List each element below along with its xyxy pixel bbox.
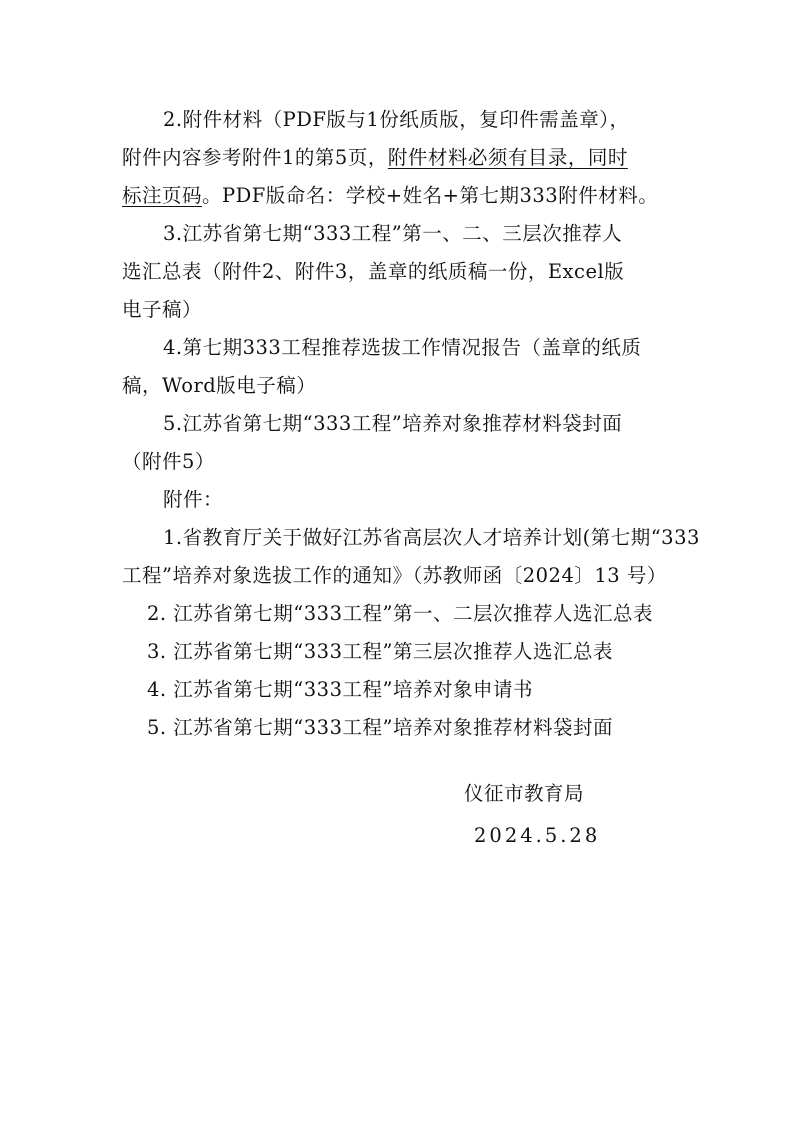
item2-line2 bbox=[122, 145, 628, 171]
signature-date: 2024.5.28 bbox=[474, 824, 601, 847]
attachment-4: 4. 江苏省第七期“333工程”培养对象申请书 bbox=[147, 678, 533, 701]
item5-line2: （附件5） bbox=[122, 450, 215, 473]
item4-line1: 4.第七期333工程推荐选拔工作情况报告（盖章的纸质 bbox=[163, 336, 642, 359]
attachment-1-line2: 工程”培养对象选拔工作的通知》（苏教师函〔2024〕13 号） bbox=[122, 564, 667, 587]
item2-underlined-page-numbers: 标注页码 bbox=[122, 184, 203, 207]
item2-line3 bbox=[122, 183, 658, 209]
item2-line1: 2.附件材料（PDF版与1份纸质版，复印件需盖章）， bbox=[163, 108, 630, 131]
signature-org: 仪征市教育局 bbox=[464, 782, 585, 805]
item3-line2: 选汇总表（附件2、附件3，盖章的纸质稿一份，Excel版 bbox=[122, 260, 625, 283]
attachment-5: 5. 江苏省第七期“333工程”培养对象推荐材料袋封面 bbox=[147, 716, 613, 739]
item2-underlined-requirement: 附件材料必须有目录，同时 bbox=[387, 146, 628, 169]
attachments-heading: 附件： bbox=[163, 488, 224, 511]
item2-line2-text: 附件内容参考附件1的第5页， bbox=[122, 146, 388, 169]
item3-line1: 3.江苏省第七期“333工程”第一、二、三层次推荐人 bbox=[163, 222, 623, 245]
attachment-2: 2. 江苏省第七期“333工程”第一、二层次推荐人选汇总表 bbox=[147, 602, 653, 625]
item3-line3: 电子稿） bbox=[122, 298, 203, 321]
item2-line3-text: 。PDF版命名：学校+姓名+第七期333附件材料。 bbox=[202, 184, 659, 207]
item4-line2: 稿，Word版电子稿） bbox=[122, 374, 317, 397]
attachment-3: 3. 江苏省第七期“333工程”第三层次推荐人选汇总表 bbox=[147, 640, 613, 663]
attachment-1-line1: 1.省教育厅关于做好江苏省高层次人才培养计划(第七期“333 bbox=[163, 526, 700, 549]
item5-line1: 5.江苏省第七期“333工程”培养对象推荐材料袋封面 bbox=[163, 412, 623, 435]
